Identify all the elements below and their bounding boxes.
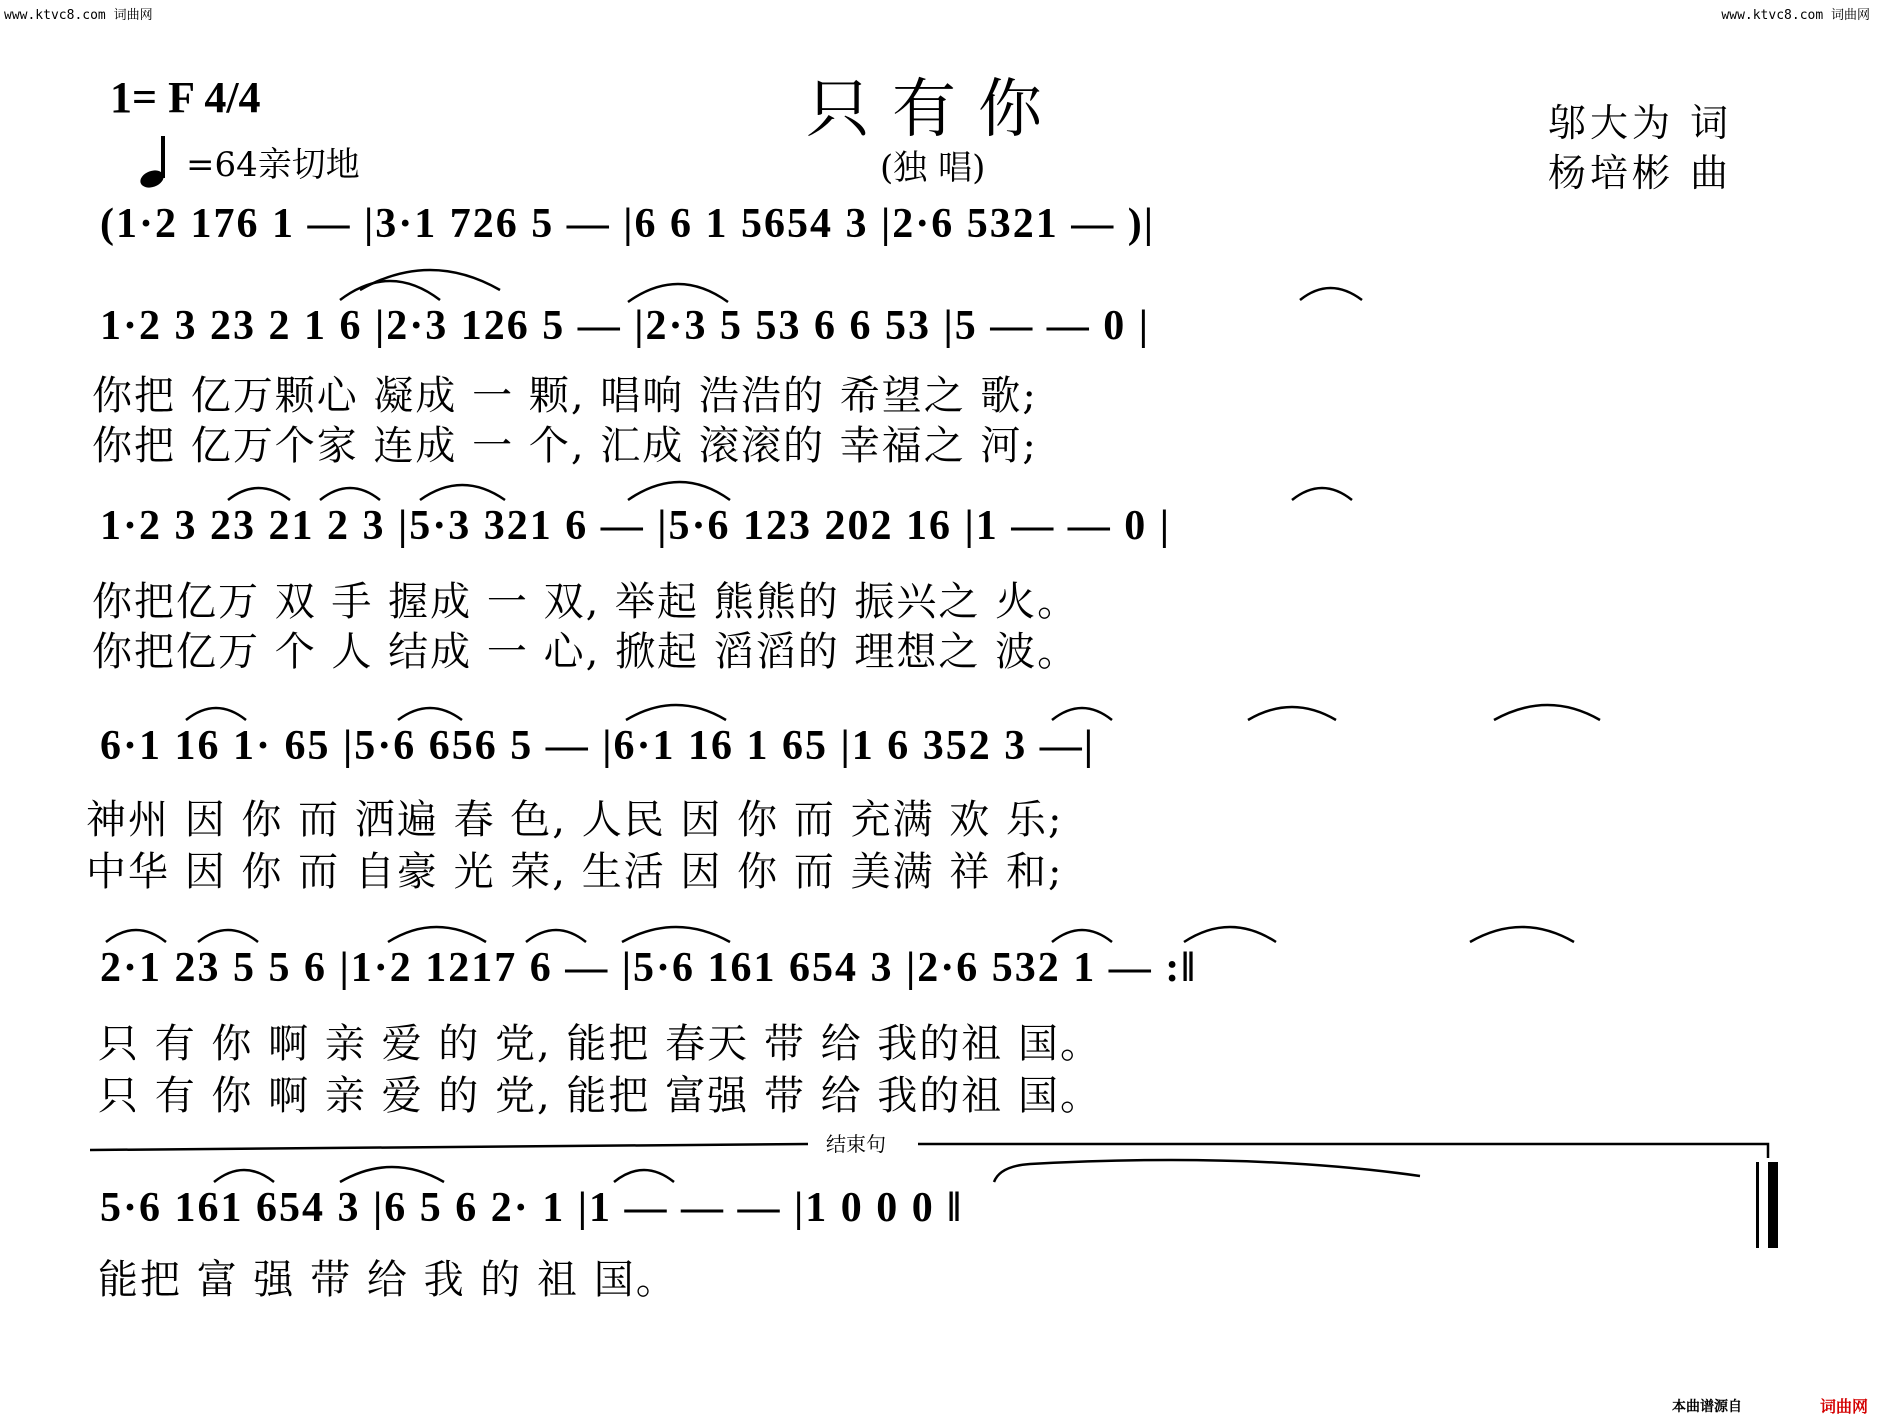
slur [340,281,440,300]
key-signature: 1= F 4/4 [110,73,261,122]
slur [622,927,730,942]
lyric-line: 能把 富 强 带 给 我 的 祖 国。 [98,1257,678,1303]
slur [198,930,258,942]
slur [320,488,380,500]
final-barline-thin [1756,1162,1759,1248]
song-title: 只有你 [806,73,1064,147]
slur [1052,708,1112,720]
slur [340,1167,444,1182]
lyric-line: 你把 亿万颗心 凝成 一 颗, 唱响 浩浩的 希望之 歌; [92,373,1038,419]
slur [106,930,166,942]
watermark-left: www.ktvc8.com 词曲网 [4,8,153,23]
slur [626,705,726,720]
slur [1292,488,1352,500]
lyric-line: 你把亿万 双 手 握成 一 双, 举起 熊熊的 振兴之 火。 [92,579,1080,625]
lyric-line: 只 有 你 啊 亲 爱 的 党, 能把 富强 带 给 我的祖 国。 [98,1073,1103,1119]
composer-credit: 杨培彬 曲 [1548,151,1733,195]
slur [360,270,500,290]
song-subtitle: (独 唱) [880,148,986,188]
notation-line: (1·2 176 1 — |3·1 726 5 — |6 6 1 5654 3 |2·6 5321 — )| [100,201,1155,247]
lyric-line: 只 有 你 啊 亲 爱 的 党, 能把 春天 带 给 我的祖 国。 [98,1021,1103,1067]
slur [1052,930,1112,942]
slur [214,1170,274,1182]
lyric-line: 中华 因 你 而 自豪 光 荣, 生活 因 你 而 美满 祥 和; [86,849,1064,895]
slur [228,488,290,500]
tempo-text: =64亲切地 [186,144,360,185]
notation-line: 5·6 161 654 3 |6 5 6 2· 1 |1 — — — |1 0 0 0 ‖ [100,1185,963,1231]
slur [1494,705,1600,720]
tie [994,1160,1420,1182]
notation-line: 1·2 3 23 21 2 3 |5·3 321 6 — |5·6 123 202 16 |1 — — 0 | [100,503,1172,549]
lyric-line: 你把 亿万个家 连成 一 个, 汇成 滚滚的 幸福之 河; [92,423,1038,469]
notation-line: 1·2 3 23 2 1 6 |2·3 126 5 — |2·3 5 53 6 6 53 |5 — — 0 | [100,303,1151,349]
lyric-line: 神州 因 你 而 洒遍 春 色, 人民 因 你 而 充满 欢 乐; [86,797,1064,843]
ending-bracket-right [918,1144,1768,1158]
watermark-right: www.ktvc8.com 词曲网 [1721,8,1870,23]
slur [388,927,486,942]
slur [1248,707,1336,720]
footer-logo: 词曲网 [1820,1397,1869,1416]
notation-line: 2·1 23 5 5 6 |1·2 1217 6 — |5·6 161 654 3 |2·6 532 1 — :‖ [100,945,1197,991]
lyricist-credit: 邬大为 词 [1548,101,1733,145]
slur [1184,927,1276,942]
slur [186,708,246,720]
slur [628,482,730,500]
slur [398,708,462,720]
notation-line: 6·1 16 1· 65 |5·6 656 5 — |6·1 16 1 65 |1 6 352 3 —| [100,723,1096,769]
footer-source: 本曲谱源自 [1672,1399,1742,1415]
slur [1470,927,1574,942]
final-barline [1768,1162,1778,1248]
ending-bracket-left [90,1144,808,1150]
ending-label: 结束句 [826,1132,886,1156]
slur [1300,288,1362,300]
lyric-line: 你把亿万 个 人 结成 一 心, 掀起 滔滔的 理想之 波。 [92,629,1080,675]
slur [526,930,586,942]
slur [628,284,728,302]
slur [420,485,505,500]
slur [614,1170,674,1182]
